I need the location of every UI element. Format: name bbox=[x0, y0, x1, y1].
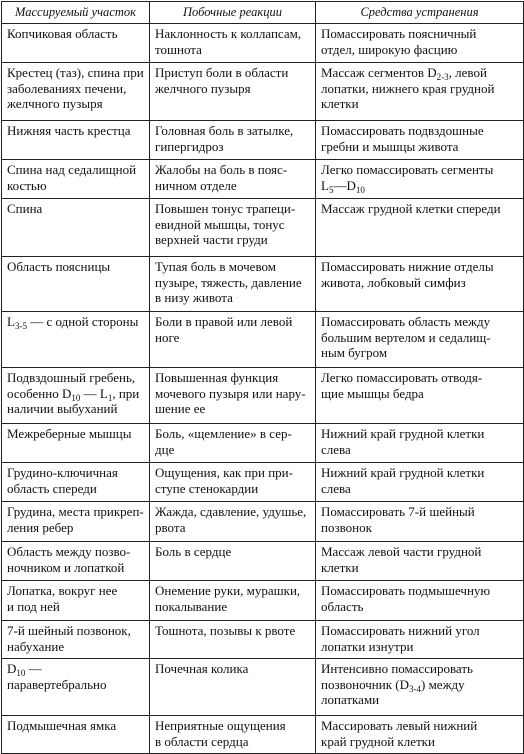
cell-text: Нижняя часть крестца bbox=[7, 123, 131, 138]
cell-remedies bbox=[316, 659, 524, 716]
cell-massaged-area bbox=[2, 424, 150, 463]
cell-remedies bbox=[316, 463, 524, 502]
cell-text: Боль в сердце bbox=[155, 544, 232, 559]
cell-text: Жажда, сдавление, удушье, рвота bbox=[155, 504, 307, 535]
cell-side-reactions bbox=[150, 24, 316, 63]
cell-remedies bbox=[316, 542, 524, 581]
header-remedies: Средства устранения bbox=[316, 2, 524, 24]
cell-text: $L_{3-5}$ — с одной стороны bbox=[7, 314, 139, 331]
cell-remedies bbox=[316, 160, 524, 199]
cell-remedies bbox=[316, 621, 524, 659]
cell-remedies bbox=[316, 199, 524, 257]
massage-side-effects-table bbox=[1, 1, 524, 754]
cell-side-reactions bbox=[150, 257, 316, 312]
cell-remedies bbox=[316, 121, 524, 160]
table-header-row bbox=[2, 2, 524, 24]
cell-remedies bbox=[316, 63, 524, 121]
cell-side-reactions bbox=[150, 160, 316, 199]
cell-text: Область между позво- ночником и лопаткой bbox=[7, 544, 131, 575]
cell-text: Помассировать нижние отделы живота, лобковый симфиз bbox=[321, 259, 494, 290]
cell-text: Тошнота, позывы к рвоте bbox=[155, 623, 296, 638]
cell-remedies bbox=[316, 716, 524, 754]
cell-text: Лопатка, вокруг нее и под ней bbox=[7, 583, 118, 614]
cell-text: Массаж грудной клетки спереди bbox=[321, 201, 501, 216]
cell-text: Грудино-ключичная область спереди bbox=[7, 465, 118, 496]
table-row bbox=[2, 716, 524, 754]
cell-remedies bbox=[316, 24, 524, 63]
cell-text: Жалобы на боль в пояс- ничном отделе bbox=[155, 162, 288, 193]
cell-text: Онемение руки, мурашки, покалывание bbox=[155, 583, 301, 614]
cell-side-reactions bbox=[150, 659, 316, 716]
table-row bbox=[2, 257, 524, 312]
cell-text: Боль, «щемление» в сер- дце bbox=[155, 426, 292, 457]
cell-remedies bbox=[316, 581, 524, 621]
cell-text: Помассировать поясничный отдел, широкую фасцию bbox=[321, 26, 477, 57]
cell-side-reactions bbox=[150, 199, 316, 257]
cell-text: Спина над седалищной костью bbox=[7, 162, 137, 193]
cell-massaged-area bbox=[2, 621, 150, 659]
cell-massaged-area bbox=[2, 63, 150, 121]
cell-massaged-area bbox=[2, 659, 150, 716]
cell-massaged-area bbox=[2, 199, 150, 257]
cell-text: Массировать левый нижний край грудной клетки bbox=[321, 718, 478, 749]
cell-massaged-area bbox=[2, 160, 150, 199]
cell-side-reactions bbox=[150, 621, 316, 659]
cell-side-reactions bbox=[150, 542, 316, 581]
cell-text: Почечная колика bbox=[155, 661, 249, 676]
cell-text: Помассировать область между большим вертелом и седалищ- ным бугром bbox=[321, 314, 491, 360]
header-side-reactions: Побочные реакции bbox=[150, 2, 316, 24]
cell-massaged-area bbox=[2, 24, 150, 63]
cell-text: Легко помассировать сегменты $L_5—D_{10}$ bbox=[321, 162, 494, 195]
table-row bbox=[2, 121, 524, 160]
table-row bbox=[2, 502, 524, 542]
cell-remedies bbox=[316, 424, 524, 463]
cell-side-reactions bbox=[150, 63, 316, 121]
table-row bbox=[2, 621, 524, 659]
cell-text: Повышенная функция мочевого пузыря или нару- шение ее bbox=[155, 370, 306, 416]
cell-remedies bbox=[316, 312, 524, 368]
table-row bbox=[2, 160, 524, 199]
cell-text: Грудина, места прикреп- ления ребер bbox=[7, 504, 144, 535]
cell-text: Приступ боли в области желчного пузыря bbox=[155, 65, 289, 96]
table-row bbox=[2, 368, 524, 424]
table-row bbox=[2, 463, 524, 502]
cell-text: Помассировать подмышечную область bbox=[321, 583, 491, 614]
cell-massaged-area bbox=[2, 368, 150, 424]
table-row bbox=[2, 199, 524, 257]
header-massaged-area: Массируемый участок bbox=[2, 2, 150, 24]
cell-text: Копчиковая область bbox=[7, 26, 118, 41]
table-row bbox=[2, 63, 524, 121]
table-row bbox=[2, 659, 524, 716]
cell-massaged-area bbox=[2, 502, 150, 542]
cell-text: 7-й шейный позвонок, набухание bbox=[7, 623, 131, 654]
cell-text: Наклонность к коллапсам, тошнота bbox=[155, 26, 302, 57]
cell-text: Массаж сегментов $D_{2-3}$, левой лопатки, нижнего края грудной клетки bbox=[321, 65, 495, 111]
cell-text: Крестец (таз), спина при заболеваниях печени, желчного пузыря bbox=[7, 65, 144, 111]
cell-remedies bbox=[316, 368, 524, 424]
cell-massaged-area bbox=[2, 312, 150, 368]
cell-massaged-area bbox=[2, 542, 150, 581]
cell-side-reactions bbox=[150, 368, 316, 424]
cell-text: Помассировать подвздошные гребни и мышцы живота bbox=[321, 123, 484, 154]
cell-side-reactions bbox=[150, 424, 316, 463]
cell-text: Неприятные ощущения в области сердца bbox=[155, 718, 286, 749]
cell-text: Помассировать нижний угол лопатки изнутри bbox=[321, 623, 480, 654]
cell-remedies bbox=[316, 257, 524, 312]
cell-massaged-area bbox=[2, 257, 150, 312]
cell-side-reactions bbox=[150, 502, 316, 542]
cell-text: $D_{10}$ — паравертебрально bbox=[7, 661, 107, 692]
cell-text: Интенсивно помассировать позвоночник $(D_{3-4})$ между лопатками bbox=[321, 661, 473, 707]
cell-side-reactions bbox=[150, 716, 316, 754]
cell-text: Массаж левой части грудной клетки bbox=[321, 544, 482, 575]
cell-side-reactions bbox=[150, 463, 316, 502]
cell-text: Головная боль в затылке, гипергидроз bbox=[155, 123, 294, 154]
table-row bbox=[2, 312, 524, 368]
table-row bbox=[2, 424, 524, 463]
cell-remedies bbox=[316, 502, 524, 542]
cell-massaged-area bbox=[2, 463, 150, 502]
cell-side-reactions bbox=[150, 121, 316, 160]
table-row bbox=[2, 24, 524, 63]
cell-massaged-area bbox=[2, 716, 150, 754]
cell-massaged-area bbox=[2, 581, 150, 621]
cell-text: Подмышечная ямка bbox=[7, 718, 117, 733]
table-row bbox=[2, 542, 524, 581]
cell-text: Тупая боль в мочевом пузыре, тяжесть, давление в низу живота bbox=[155, 259, 302, 305]
cell-side-reactions bbox=[150, 581, 316, 621]
table-row bbox=[2, 581, 524, 621]
cell-text: Межреберные мышцы bbox=[7, 426, 132, 441]
cell-text: Нижний край грудной клетки слева bbox=[321, 465, 485, 496]
cell-text: Ощущения, как при при- ступе стенокардии bbox=[155, 465, 293, 496]
cell-text: Область поясницы bbox=[7, 259, 111, 274]
cell-text: Легко помассировать отводя- щие мышцы бедра bbox=[321, 370, 483, 401]
cell-text: Нижний край грудной клетки слева bbox=[321, 426, 485, 457]
cell-massaged-area bbox=[2, 121, 150, 160]
cell-side-reactions bbox=[150, 312, 316, 368]
cell-text: Повышен тонус трапеци- евидной мышцы, тонус верхней части груди bbox=[155, 201, 296, 247]
cell-text: Помассировать 7-й шейный позвонок bbox=[321, 504, 475, 535]
cell-text: Боли в правой или левой ноге bbox=[155, 314, 293, 345]
cell-text: Спина bbox=[7, 201, 43, 216]
cell-text: Подвздошный гребень, особенно $D_{10}$ — $L_1$, при наличии выбуханий bbox=[7, 370, 140, 416]
